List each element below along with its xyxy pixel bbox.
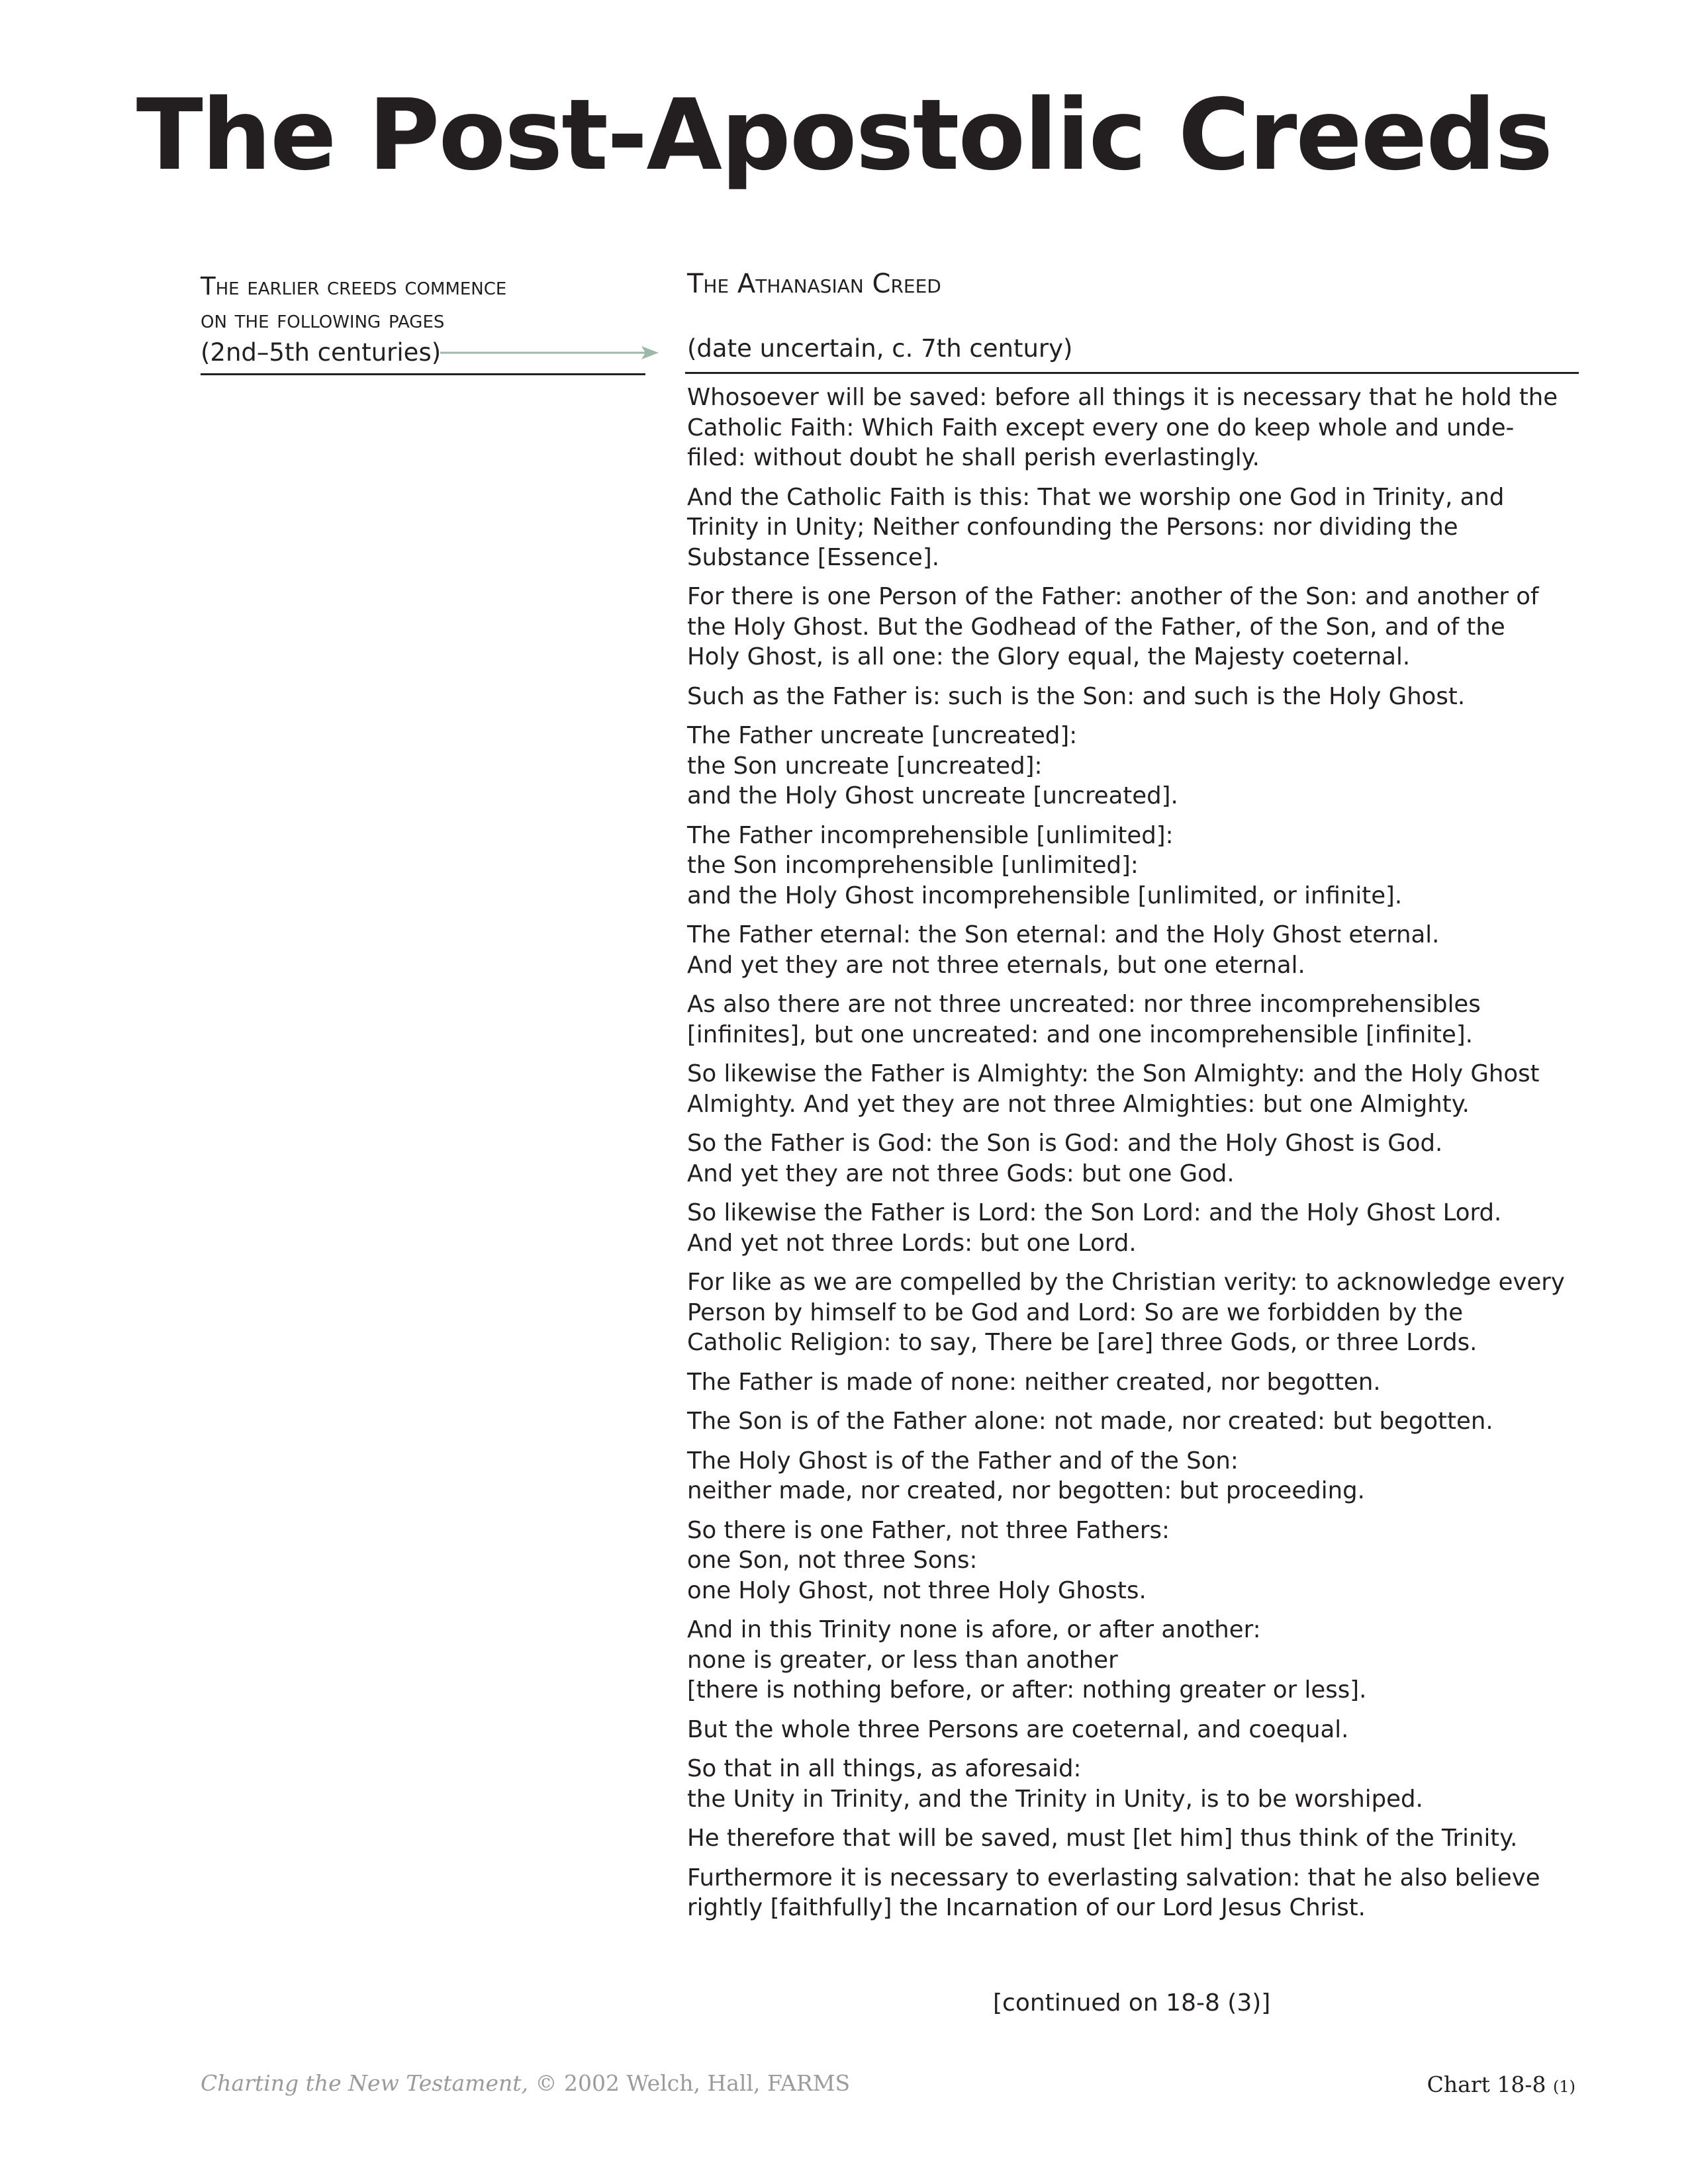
creed-paragraph: The Holy Ghost is of the Father and of the Son: neither made, nor created, nor begotten: but proceeding. xyxy=(687,1447,1365,1504)
creed-paragraph: And in this Trinity none is afore, or after another: none is greater, or less than another [there is nothing before, or after: nothing greater or less]. xyxy=(687,1616,1367,1704)
creed-paragraph: For like as we are compelled by the Christian verity: to acknowledge every Person by himself to be God and Lord: So are we forbidden by the Catholic Religion: to say, There be [are] three Gods, or three Lords. xyxy=(687,1269,1565,1356)
creed-paragraph: Such as the Father is: such is the Son: and such is the Holy Ghost. xyxy=(687,682,1466,710)
creed-paragraph: So likewise the Father is Almighty: the Son Almighty: and the Holy Ghost Almighty. And yet they are not three Almighties: but one Almighty. xyxy=(687,1060,1540,1118)
footer-book-title: Charting the New Testament, xyxy=(201,2070,528,2096)
creed-paragraph: The Father eternal: the Son eternal: and the Holy Ghost eternal. And yet they are not three eternals, but one eternal. xyxy=(687,921,1440,979)
footer-copyright: © 2002 Welch, Hall, FARMS xyxy=(528,2070,851,2096)
creed-paragraph: For there is one Person of the Father: another of the Son: and another of the Holy Ghost. But the Godhead of the Father, of the Son, and of the Holy Ghost, is all one: the Glory equal, the Majesty coeternal. xyxy=(687,583,1539,670)
continued-note: [continued on 18-8 (3)] xyxy=(993,1989,1271,2017)
creed-paragraph: Furthermore it is necessary to everlasting salvation: that he also believe rightly [faithfully] the Incarnation of our Lord Jesus Christ. xyxy=(687,1864,1540,1921)
creed-paragraph: As also there are not three uncreated: nor three incomprehensibles [infinites], but one uncreated: and one incomprehensible [infinite]. xyxy=(687,991,1481,1048)
creed-title: The Athanasian Creed xyxy=(687,269,941,299)
page-title: The Post-Apostolic Creeds xyxy=(136,78,1552,192)
creed-paragraph: The Father is made of none: neither created, nor begotten. xyxy=(687,1368,1381,1396)
arrow-right-icon xyxy=(440,343,659,363)
right-column-rule xyxy=(685,372,1579,374)
creed-paragraph: But the whole three Persons are coeternal, and coequal. xyxy=(687,1715,1349,1743)
footer-credit xyxy=(201,2070,850,2096)
creed-body xyxy=(687,383,1587,1933)
creed-paragraph: So there is one Father, not three Fathers: one Son, not three Sons: one Holy Ghost, not three Holy Ghosts. xyxy=(687,1516,1170,1604)
creed-paragraph: And the Catholic Faith is this: That we worship one God in Trinity, and Trinity in Unity; Neither confounding the Persons: nor dividing the Substance [Essence]. xyxy=(687,483,1505,571)
chart-sub-number: (1) xyxy=(1553,2077,1575,2096)
earlier-creeds-note-line2: on the following pages xyxy=(201,305,445,334)
creed-paragraph: He therefore that will be saved, must [let him] thus think of the Trinity. xyxy=(687,1825,1518,1852)
chart-label: Chart 18-8 xyxy=(1427,2071,1546,2097)
earlier-creeds-note-line1: The earlier creeds commence xyxy=(201,272,507,300)
creed-paragraph: The Father uncreate [uncreated]: the Son uncreate [uncreated]: and the Holy Ghost uncreate [uncreated]. xyxy=(687,722,1178,809)
creed-paragraph: The Father incomprehensible [unlimited]: the Son incomprehensible [unlimited]: and the Holy Ghost incomprehensible [unlimited, or infinite]. xyxy=(687,821,1403,909)
earlier-creeds-dates: (2nd–5th centuries) xyxy=(201,338,442,367)
left-column-rule xyxy=(201,373,645,375)
creed-paragraph: The Son is of the Father alone: not made, nor created: but begotten. xyxy=(687,1408,1493,1435)
chart-number xyxy=(1427,2071,1575,2097)
creed-date: (date uncertain, c. 7th century) xyxy=(687,334,1073,363)
creed-paragraph: Whosoever will be saved: before all things it is necessary that he hold the Catholic Faith: Which Faith except every one do keep whole and unde- filed: without doubt he shall perish everlastingly. xyxy=(687,384,1558,471)
creed-paragraph: So the Father is God: the Son is God: and the Holy Ghost is God. And yet they are not three Gods: but one God. xyxy=(687,1130,1443,1187)
creed-paragraph: So that in all things, as aforesaid: the Unity in Trinity, and the Trinity in Unity, is to be worshiped. xyxy=(687,1755,1423,1813)
creed-paragraph: So likewise the Father is Lord: the Son Lord: and the Holy Ghost Lord. And yet not three Lords: but one Lord. xyxy=(687,1199,1502,1257)
